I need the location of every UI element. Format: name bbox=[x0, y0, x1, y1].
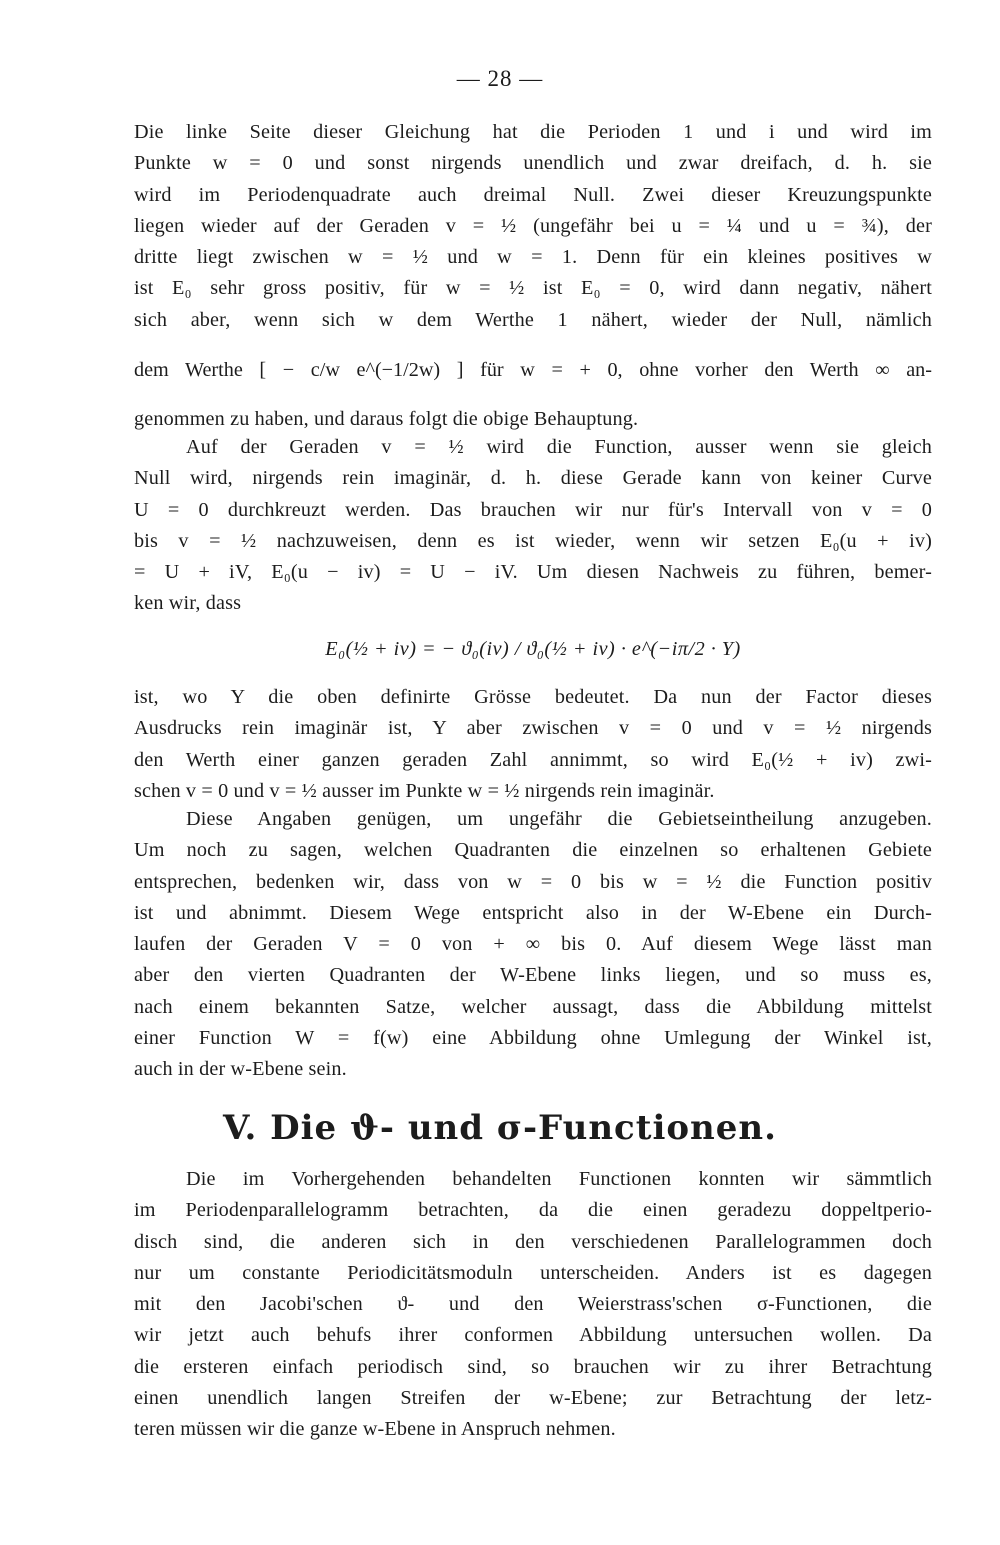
text-line: wir jetzt auch behufs ihrer conformen Abbildung untersuchen wollen. Da bbox=[134, 1324, 932, 1347]
text-line: wird im Periodenquadrate auch dreimal Null. Zwei dieser Kreuzungspunkte bbox=[134, 183, 932, 206]
text-line: schen v = 0 und v = ½ ausser im Punkte w = ½ nirgends rein imaginär. bbox=[134, 779, 715, 802]
equation: E₀(½ + iv) = − ϑ₀(iv) / ϑ₀(½ + iv) · e^(−iπ/2 · Y) bbox=[325, 638, 741, 660]
text-line: die ersteren einfach periodisch sind, so brauchen wir zu ihrer Betrachtung bbox=[134, 1355, 932, 1378]
text-line: genommen zu haben, und daraus folgt die obige Behauptung. bbox=[134, 408, 639, 431]
text-line: ist und abnimmt. Diesem Wege entspricht also in der W-Ebene ein Durch- bbox=[134, 901, 932, 924]
text-line: ist E₀ sehr gross positiv, für w = ½ ist E₀ = 0, wird dann negativ, nähert bbox=[134, 277, 932, 300]
text-line: einen unendlich langen Streifen der w-Ebene; zur Betrachtung der letz- bbox=[134, 1387, 932, 1410]
text-line: den Werth einer ganzen geraden Zahl annimmt, so wird E₀(½ + iv) zwi- bbox=[134, 748, 932, 771]
text-line: entsprechen, bedenken wir, dass von w = 0 bis w = ½ die Function positiv bbox=[134, 870, 932, 893]
display-equation bbox=[134, 618, 932, 680]
text-line: Die linke Seite dieser Gleichung hat die Perioden 1 und i und wird im bbox=[134, 121, 932, 143]
paragraph-3 bbox=[134, 682, 932, 807]
paragraph-4 bbox=[134, 804, 932, 1086]
text-line: Um noch zu sagen, welchen Quadranten die einzelnen so erhaltenen Gebiete bbox=[134, 839, 932, 862]
text-line: sich aber, wenn sich w dem Werthe 1 nähert, wieder der Null, nämlich bbox=[134, 308, 932, 331]
text-line: ken wir, dass bbox=[134, 592, 242, 615]
text-line: auch in der w-Ebene sein. bbox=[134, 1058, 347, 1081]
text-line: Punkte w = 0 und sonst nirgends unendlich und zwar dreifach, d. h. sie bbox=[134, 152, 932, 175]
text-line-with-formula: dem Werthe [ − c/w e^(−1/2w) ] für w = + 0, ohne vorher den Werth ∞ an- bbox=[134, 359, 932, 382]
text-line: nach einem bekannten Satze, welcher aussagt, dass die Abbildung mittelst bbox=[134, 995, 932, 1018]
text-line: = U + iV, E₀(u − iv) = U − iV. Um diesen Nachweis zu führen, bemer- bbox=[134, 561, 932, 584]
text-line: Auf der Geraden v = ½ wird die Function, ausser wenn sie gleich bbox=[186, 436, 932, 458]
text-line: einer Function W = f(w) eine Abbildung ohne Umlegung der Winkel ist, bbox=[134, 1027, 932, 1050]
paragraph-5 bbox=[134, 1164, 932, 1446]
text-line: nur um constante Periodicitätsmoduln unterscheiden. Anders ist es dagegen bbox=[134, 1261, 932, 1284]
section-title: V. Die ϑ- und σ-Functionen. bbox=[223, 1108, 777, 1148]
text-line: aber den vierten Quadranten der W-Ebene links liegen, und so muss es, bbox=[134, 964, 932, 987]
text-line: Diese Angaben genügen, um ungefähr die Gebietseintheilung anzugeben. bbox=[186, 808, 932, 830]
text-line: liegen wieder auf der Geraden v = ½ (ungefähr bei u = ¼ und u = ¾), der bbox=[134, 214, 932, 237]
page-number: — 28 — bbox=[456, 66, 544, 91]
text-line: im Periodenparallelogramm betrachten, da die einen geradezu doppeltperio- bbox=[134, 1199, 932, 1222]
text-line: disch sind, die anderen sich in den verschiedenen Parallelogrammen doch bbox=[134, 1230, 932, 1253]
text-line: teren müssen wir die ganze w-Ebene in Anspruch nehmen. bbox=[134, 1418, 616, 1441]
text-line: Ausdrucks rein imaginär ist, Y aber zwischen v = 0 und v = ½ nirgends bbox=[134, 717, 932, 740]
paragraph-2 bbox=[134, 432, 932, 620]
text-line: Die im Vorhergehenden behandelten Functionen konnten wir sämmtlich bbox=[186, 1168, 932, 1190]
text-line: U = 0 durchkreuzt werden. Das brauchen wir nur für's Intervall von v = 0 bbox=[134, 498, 932, 521]
text-line: bis v = ½ nachzuweisen, denn es ist wieder, wenn wir setzen E₀(u + iv) bbox=[134, 529, 932, 552]
paragraph-1 bbox=[134, 117, 932, 435]
text-line: Null wird, nirgends rein imaginär, d. h. diese Gerade kann von keiner Curve bbox=[134, 467, 932, 490]
text-line: mit den Jacobi'schen ϑ- und den Weierstrass'schen σ-Functionen, die bbox=[134, 1293, 932, 1316]
text-line: ist, wo Y die oben definirte Grösse bedeutet. Da nun der Factor dieses bbox=[134, 686, 932, 708]
text-line: laufen der Geraden V = 0 von + ∞ bis 0. Auf diesem Wege lässt man bbox=[134, 933, 932, 956]
text-line: dritte liegt zwischen w = ½ und w = 1. Denn für ein kleines positives w bbox=[134, 246, 932, 269]
